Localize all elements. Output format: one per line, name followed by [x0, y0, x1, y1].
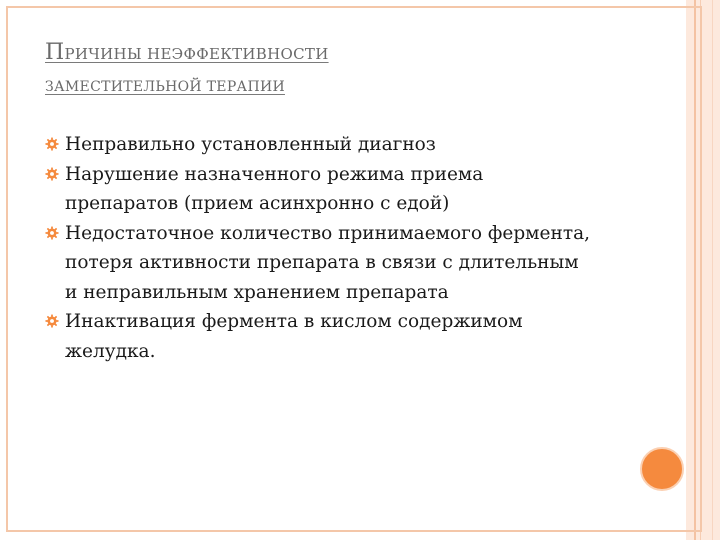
bullet-text: и неправильным хранением препарата: [65, 281, 449, 303]
right-border-line: [712, 0, 713, 540]
gear-icon: [45, 226, 59, 240]
bullet-text: Нарушение назначенного режима приема: [65, 163, 484, 185]
bullet-text: желудка.: [65, 340, 156, 362]
gear-icon: [45, 167, 59, 181]
bullet-text: потеря активности препарата в связи с длительным: [65, 252, 579, 273]
gear-icon: [45, 314, 59, 328]
bullet-text: Недостаточное количество принимаемого фермента,: [65, 222, 590, 244]
bullet-item: [45, 219, 685, 308]
bullet-text: Инактивация фермента в кислом содержимом: [65, 311, 523, 332]
bullet-text: препаратов (прием асинхронно с едой): [65, 193, 450, 214]
title-line-1: [45, 42, 645, 64]
bullet-text: Неправильно установленный диагноз: [65, 134, 436, 155]
bullet-item: [45, 160, 685, 219]
gear-icon: [45, 137, 59, 151]
title-initial: П: [45, 40, 65, 65]
orange-circle-decoration: [640, 447, 684, 491]
bullet-item: [45, 307, 685, 366]
bullet-list: [45, 130, 685, 366]
title-line-2: ЗАМЕСТИТЕЛЬНОЙ ТЕРАПИИ: [45, 79, 285, 95]
bullet-item: [45, 130, 685, 160]
title-line-1-rest: РИЧИНЫ НЕЭФФЕКТИВНОСТИ: [64, 45, 329, 63]
slide-title: [45, 42, 645, 94]
